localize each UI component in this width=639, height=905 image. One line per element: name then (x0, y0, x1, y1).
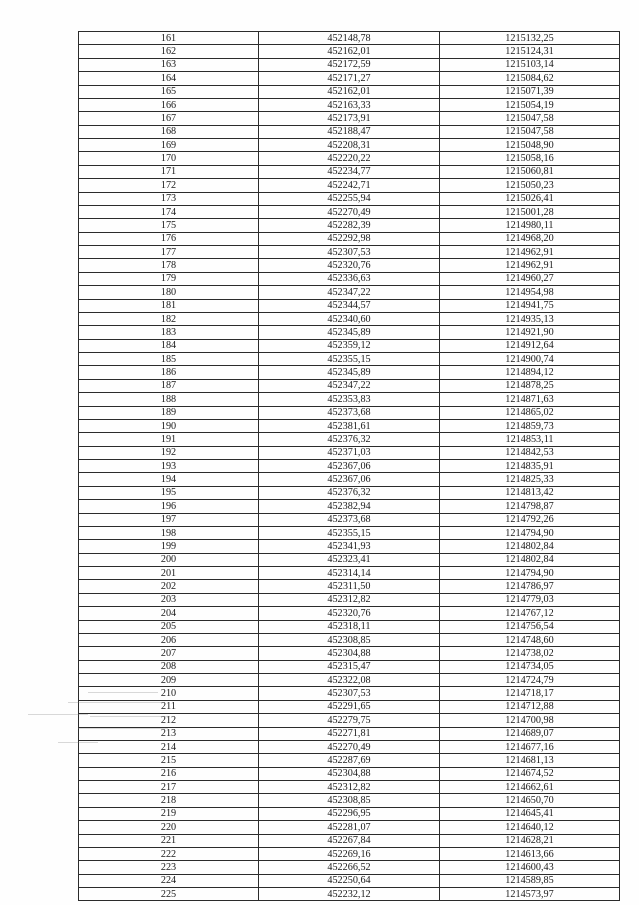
point-number-cell: 191 (79, 433, 259, 446)
table-row (79, 406, 620, 419)
y-coordinate-cell: 1214802,84 (440, 553, 620, 566)
x-coordinate-cell: 452279,75 (259, 714, 440, 727)
point-number-cell: 170 (79, 152, 259, 165)
y-coordinate-cell: 1214767,12 (440, 607, 620, 620)
x-coordinate-cell: 452320,76 (259, 607, 440, 620)
x-coordinate-cell: 452315,47 (259, 660, 440, 673)
table-row (79, 861, 620, 874)
y-coordinate-cell: 1214912,64 (440, 339, 620, 352)
x-coordinate-cell: 452311,50 (259, 580, 440, 593)
y-coordinate-cell: 1214640,12 (440, 821, 620, 834)
table-row (79, 246, 620, 259)
x-coordinate-cell: 452376,32 (259, 486, 440, 499)
y-coordinate-cell: 1214734,05 (440, 660, 620, 673)
x-coordinate-cell: 452367,06 (259, 460, 440, 473)
table-row (79, 633, 620, 646)
y-coordinate-cell: 1214853,11 (440, 433, 620, 446)
x-coordinate-cell: 452353,83 (259, 393, 440, 406)
point-number-cell: 186 (79, 366, 259, 379)
table-row (79, 834, 620, 847)
y-coordinate-cell: 1214689,07 (440, 727, 620, 740)
table-row (79, 700, 620, 713)
y-coordinate-cell: 1214794,90 (440, 567, 620, 580)
table-row (79, 152, 620, 165)
table-row (79, 353, 620, 366)
point-number-cell: 221 (79, 834, 259, 847)
y-coordinate-cell: 1214825,33 (440, 473, 620, 486)
table-row (79, 179, 620, 192)
y-coordinate-cell: 1214613,66 (440, 847, 620, 860)
x-coordinate-cell: 452304,88 (259, 647, 440, 660)
x-coordinate-cell: 452208,31 (259, 139, 440, 152)
table-row (79, 393, 620, 406)
y-coordinate-cell: 1214859,73 (440, 419, 620, 432)
y-coordinate-cell: 1214941,75 (440, 299, 620, 312)
y-coordinate-cell: 1215060,81 (440, 165, 620, 178)
point-number-cell: 164 (79, 72, 259, 85)
point-number-cell: 198 (79, 526, 259, 539)
point-number-cell: 169 (79, 139, 259, 152)
point-number-cell: 205 (79, 620, 259, 633)
x-coordinate-cell: 452173,91 (259, 112, 440, 125)
table-row (79, 366, 620, 379)
point-number-cell: 202 (79, 580, 259, 593)
y-coordinate-cell: 1214724,79 (440, 674, 620, 687)
table-row (79, 567, 620, 580)
table-row (79, 32, 620, 45)
y-coordinate-cell: 1214962,91 (440, 246, 620, 259)
table-row (79, 607, 620, 620)
table-row (79, 553, 620, 566)
y-coordinate-cell: 1214798,87 (440, 500, 620, 513)
y-coordinate-cell: 1215050,23 (440, 179, 620, 192)
point-number-cell: 190 (79, 419, 259, 432)
x-coordinate-cell: 452323,41 (259, 553, 440, 566)
table-row (79, 165, 620, 178)
x-coordinate-cell: 452270,49 (259, 205, 440, 218)
x-coordinate-cell: 452188,47 (259, 125, 440, 138)
table-row (79, 219, 620, 232)
point-number-cell: 173 (79, 192, 259, 205)
x-coordinate-cell: 452232,12 (259, 888, 440, 901)
x-coordinate-cell: 452270,49 (259, 740, 440, 753)
y-coordinate-cell: 1214865,02 (440, 406, 620, 419)
y-coordinate-cell: 1214662,61 (440, 781, 620, 794)
point-number-cell: 220 (79, 821, 259, 834)
point-number-cell: 177 (79, 246, 259, 259)
x-coordinate-cell: 452382,94 (259, 500, 440, 513)
x-coordinate-cell: 452267,84 (259, 834, 440, 847)
point-number-cell: 188 (79, 393, 259, 406)
x-coordinate-cell: 452371,03 (259, 446, 440, 459)
y-coordinate-cell: 1214980,11 (440, 219, 620, 232)
x-coordinate-cell: 452367,06 (259, 473, 440, 486)
y-coordinate-cell: 1214962,91 (440, 259, 620, 272)
x-coordinate-cell: 452307,53 (259, 687, 440, 700)
point-number-cell: 168 (79, 125, 259, 138)
table-row (79, 727, 620, 740)
point-number-cell: 213 (79, 727, 259, 740)
point-number-cell: 174 (79, 205, 259, 218)
table-row (79, 500, 620, 513)
x-coordinate-cell: 452287,69 (259, 754, 440, 767)
point-number-cell: 207 (79, 647, 259, 660)
point-number-cell: 193 (79, 460, 259, 473)
x-coordinate-cell: 452345,89 (259, 366, 440, 379)
x-coordinate-cell: 452314,14 (259, 567, 440, 580)
table-row (79, 807, 620, 820)
y-coordinate-cell: 1214573,97 (440, 888, 620, 901)
y-coordinate-cell: 1214628,21 (440, 834, 620, 847)
x-coordinate-cell: 452345,89 (259, 326, 440, 339)
point-number-cell: 217 (79, 781, 259, 794)
x-coordinate-cell: 452312,82 (259, 781, 440, 794)
table-row (79, 526, 620, 539)
table-row (79, 847, 620, 860)
point-number-cell: 218 (79, 794, 259, 807)
y-coordinate-cell: 1214794,90 (440, 526, 620, 539)
point-number-cell: 203 (79, 593, 259, 606)
point-number-cell: 223 (79, 861, 259, 874)
y-coordinate-cell: 1214738,02 (440, 647, 620, 660)
point-number-cell: 189 (79, 406, 259, 419)
table-row (79, 540, 620, 553)
point-number-cell: 176 (79, 232, 259, 245)
table-row (79, 486, 620, 499)
x-coordinate-cell: 452318,11 (259, 620, 440, 633)
y-coordinate-cell: 1214700,98 (440, 714, 620, 727)
x-coordinate-cell: 452242,71 (259, 179, 440, 192)
table-row (79, 272, 620, 285)
x-coordinate-cell: 452162,01 (259, 85, 440, 98)
table-row (79, 72, 620, 85)
point-number-cell: 195 (79, 486, 259, 499)
table-row (79, 85, 620, 98)
y-coordinate-cell: 1215001,28 (440, 205, 620, 218)
x-coordinate-cell: 452171,27 (259, 72, 440, 85)
y-coordinate-cell: 1214954,98 (440, 286, 620, 299)
table-row (79, 874, 620, 887)
x-coordinate-cell: 452148,78 (259, 32, 440, 45)
point-number-cell: 182 (79, 312, 259, 325)
point-number-cell: 180 (79, 286, 259, 299)
y-coordinate-cell: 1214756,54 (440, 620, 620, 633)
x-coordinate-cell: 452340,60 (259, 312, 440, 325)
table-row (79, 205, 620, 218)
point-number-cell: 181 (79, 299, 259, 312)
table-row (79, 794, 620, 807)
x-coordinate-cell: 452336,63 (259, 272, 440, 285)
point-number-cell: 197 (79, 513, 259, 526)
table-row (79, 767, 620, 780)
point-number-cell: 200 (79, 553, 259, 566)
y-coordinate-cell: 1214960,27 (440, 272, 620, 285)
x-coordinate-cell: 452304,88 (259, 767, 440, 780)
point-number-cell: 222 (79, 847, 259, 860)
x-coordinate-cell: 452255,94 (259, 192, 440, 205)
y-coordinate-cell: 1214681,13 (440, 754, 620, 767)
x-coordinate-cell: 452266,52 (259, 861, 440, 874)
point-number-cell: 179 (79, 272, 259, 285)
table-row (79, 781, 620, 794)
point-number-cell: 204 (79, 607, 259, 620)
point-number-cell: 216 (79, 767, 259, 780)
table-row (79, 740, 620, 753)
y-coordinate-cell: 1214779,03 (440, 593, 620, 606)
x-coordinate-cell: 452373,68 (259, 513, 440, 526)
point-number-cell: 165 (79, 85, 259, 98)
table-row (79, 620, 620, 633)
y-coordinate-cell: 1214900,74 (440, 353, 620, 366)
y-coordinate-cell: 1214748,60 (440, 633, 620, 646)
y-coordinate-cell: 1215103,14 (440, 58, 620, 71)
table-row (79, 125, 620, 138)
x-coordinate-cell: 452376,32 (259, 433, 440, 446)
y-coordinate-cell: 1215058,16 (440, 152, 620, 165)
x-coordinate-cell: 452163,33 (259, 98, 440, 111)
table-row (79, 326, 620, 339)
x-coordinate-cell: 452282,39 (259, 219, 440, 232)
y-coordinate-cell: 1214600,43 (440, 861, 620, 874)
y-coordinate-cell: 1214921,90 (440, 326, 620, 339)
y-coordinate-cell: 1214674,52 (440, 767, 620, 780)
x-coordinate-cell: 452322,08 (259, 674, 440, 687)
x-coordinate-cell: 452281,07 (259, 821, 440, 834)
x-coordinate-cell: 452341,93 (259, 540, 440, 553)
y-coordinate-cell: 1214878,25 (440, 379, 620, 392)
x-coordinate-cell: 452162,01 (259, 45, 440, 58)
table-row (79, 45, 620, 58)
point-number-cell: 206 (79, 633, 259, 646)
x-coordinate-cell: 452308,85 (259, 633, 440, 646)
table-row (79, 112, 620, 125)
y-coordinate-cell: 1214712,88 (440, 700, 620, 713)
y-coordinate-cell: 1215124,31 (440, 45, 620, 58)
x-coordinate-cell: 452359,12 (259, 339, 440, 352)
y-coordinate-cell: 1214589,85 (440, 874, 620, 887)
table-row (79, 58, 620, 71)
coordinates-table-body (79, 32, 620, 901)
y-coordinate-cell: 1214842,53 (440, 446, 620, 459)
table-row (79, 379, 620, 392)
table-row (79, 259, 620, 272)
y-coordinate-cell: 1215047,58 (440, 125, 620, 138)
table-row (79, 714, 620, 727)
x-coordinate-cell: 452234,77 (259, 165, 440, 178)
x-coordinate-cell: 452347,22 (259, 286, 440, 299)
x-coordinate-cell: 452320,76 (259, 259, 440, 272)
table-row (79, 286, 620, 299)
x-coordinate-cell: 452296,95 (259, 807, 440, 820)
point-number-cell: 178 (79, 259, 259, 272)
point-number-cell: 196 (79, 500, 259, 513)
y-coordinate-cell: 1215084,62 (440, 72, 620, 85)
y-coordinate-cell: 1215132,25 (440, 32, 620, 45)
table-row (79, 312, 620, 325)
point-number-cell: 209 (79, 674, 259, 687)
point-number-cell: 175 (79, 219, 259, 232)
point-number-cell: 199 (79, 540, 259, 553)
table-row (79, 513, 620, 526)
x-coordinate-cell: 452381,61 (259, 419, 440, 432)
x-coordinate-cell: 452355,15 (259, 353, 440, 366)
y-coordinate-cell: 1214802,84 (440, 540, 620, 553)
y-coordinate-cell: 1214786,97 (440, 580, 620, 593)
table-row (79, 232, 620, 245)
x-coordinate-cell: 452344,57 (259, 299, 440, 312)
x-coordinate-cell: 452291,65 (259, 700, 440, 713)
x-coordinate-cell: 452271,81 (259, 727, 440, 740)
table-row (79, 580, 620, 593)
point-number-cell: 167 (79, 112, 259, 125)
point-number-cell: 194 (79, 473, 259, 486)
y-coordinate-cell: 1214650,70 (440, 794, 620, 807)
point-number-cell: 212 (79, 714, 259, 727)
y-coordinate-cell: 1214677,16 (440, 740, 620, 753)
x-coordinate-cell: 452373,68 (259, 406, 440, 419)
table-row (79, 460, 620, 473)
coordinates-table (78, 31, 620, 901)
y-coordinate-cell: 1215054,19 (440, 98, 620, 111)
point-number-cell: 214 (79, 740, 259, 753)
y-coordinate-cell: 1215026,41 (440, 192, 620, 205)
point-number-cell: 201 (79, 567, 259, 580)
y-coordinate-cell: 1215047,58 (440, 112, 620, 125)
point-number-cell: 210 (79, 687, 259, 700)
table-row (79, 98, 620, 111)
y-coordinate-cell: 1214835,91 (440, 460, 620, 473)
y-coordinate-cell: 1214935,13 (440, 312, 620, 325)
point-number-cell: 219 (79, 807, 259, 820)
table-row (79, 339, 620, 352)
x-coordinate-cell: 452250,64 (259, 874, 440, 887)
point-number-cell: 184 (79, 339, 259, 352)
table-row (79, 674, 620, 687)
point-number-cell: 208 (79, 660, 259, 673)
point-number-cell: 162 (79, 45, 259, 58)
x-coordinate-cell: 452172,59 (259, 58, 440, 71)
y-coordinate-cell: 1214894,12 (440, 366, 620, 379)
y-coordinate-cell: 1215048,90 (440, 139, 620, 152)
x-coordinate-cell: 452347,22 (259, 379, 440, 392)
y-coordinate-cell: 1215071,39 (440, 85, 620, 98)
point-number-cell: 185 (79, 353, 259, 366)
y-coordinate-cell: 1214813,42 (440, 486, 620, 499)
x-coordinate-cell: 452307,53 (259, 246, 440, 259)
point-number-cell: 172 (79, 179, 259, 192)
y-coordinate-cell: 1214871,63 (440, 393, 620, 406)
table-row (79, 647, 620, 660)
point-number-cell: 192 (79, 446, 259, 459)
point-number-cell: 211 (79, 700, 259, 713)
table-row (79, 192, 620, 205)
table-row (79, 593, 620, 606)
table-row (79, 660, 620, 673)
table-row (79, 299, 620, 312)
table-row (79, 139, 620, 152)
x-coordinate-cell: 452269,16 (259, 847, 440, 860)
x-coordinate-cell: 452292,98 (259, 232, 440, 245)
x-coordinate-cell: 452220,22 (259, 152, 440, 165)
point-number-cell: 163 (79, 58, 259, 71)
x-coordinate-cell: 452308,85 (259, 794, 440, 807)
point-number-cell: 161 (79, 32, 259, 45)
table-row (79, 473, 620, 486)
y-coordinate-cell: 1214718,17 (440, 687, 620, 700)
point-number-cell: 225 (79, 888, 259, 901)
x-coordinate-cell: 452355,15 (259, 526, 440, 539)
table-row (79, 821, 620, 834)
y-coordinate-cell: 1214645,41 (440, 807, 620, 820)
table-row (79, 433, 620, 446)
table-row (79, 419, 620, 432)
table-row (79, 687, 620, 700)
point-number-cell: 171 (79, 165, 259, 178)
point-number-cell: 166 (79, 98, 259, 111)
y-coordinate-cell: 1214968,20 (440, 232, 620, 245)
table-row (79, 446, 620, 459)
table-row (79, 754, 620, 767)
point-number-cell: 215 (79, 754, 259, 767)
point-number-cell: 183 (79, 326, 259, 339)
table-row (79, 888, 620, 901)
point-number-cell: 187 (79, 379, 259, 392)
y-coordinate-cell: 1214792,26 (440, 513, 620, 526)
x-coordinate-cell: 452312,82 (259, 593, 440, 606)
point-number-cell: 224 (79, 874, 259, 887)
